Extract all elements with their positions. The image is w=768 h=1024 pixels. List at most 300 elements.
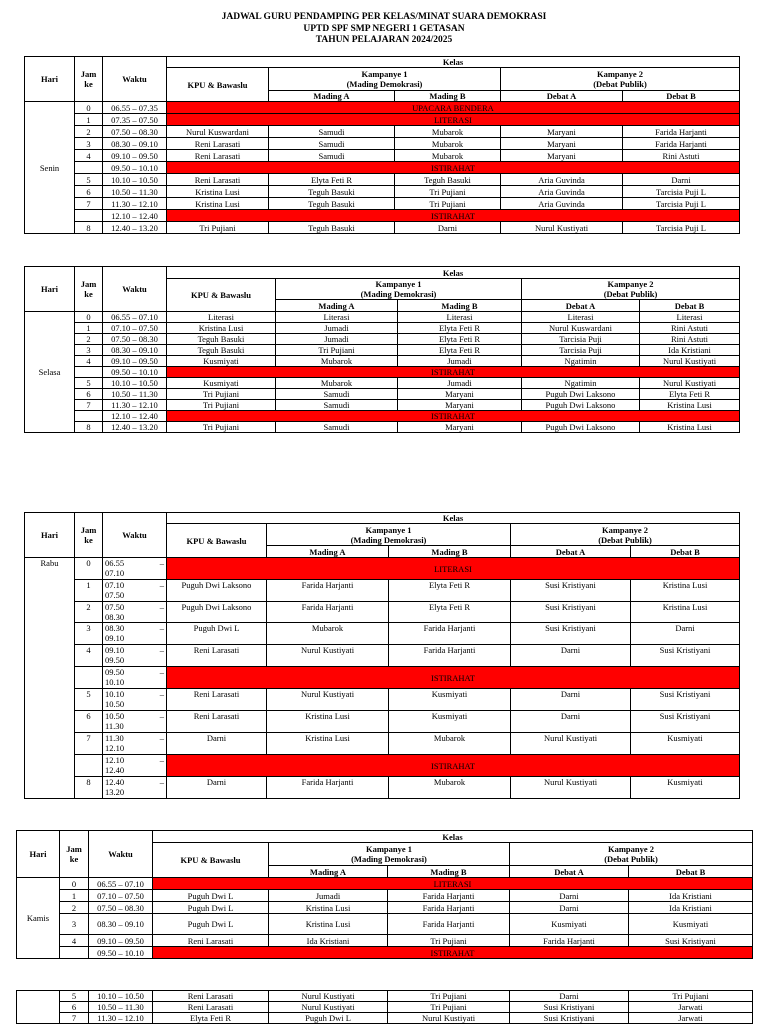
mading-a-cell: Nurul Kustiyati — [269, 991, 388, 1002]
jam-cell: 3 — [60, 914, 89, 935]
mading-a-cell: Elyta Feti R — [269, 174, 395, 186]
kpu-cell: Tri Pujiani — [167, 389, 276, 400]
debat-a-cell: Puguh Dwi Laksono — [522, 400, 640, 411]
mading-b-cell: Elyta Feti R — [389, 602, 511, 623]
kpu-cell: Puguh Dwi Laksono — [167, 580, 267, 602]
waktu-cell — [103, 667, 167, 689]
kampanye1-subtitle: (Mading Demokrasi) — [351, 854, 427, 864]
banner-cell: ISTIRAHAT — [153, 947, 753, 959]
jam-cell: 1 — [75, 580, 103, 602]
mading-b-cell: Elyta Feti R — [398, 323, 522, 334]
banner-cell: LITERASI — [153, 878, 753, 890]
kpu-cell: Puguh Dwi L — [167, 623, 267, 645]
kpu-cell: Reni Larasati — [153, 1002, 269, 1013]
schedule-row — [25, 323, 740, 334]
schedule-row — [17, 890, 753, 902]
jam-cell: 0 — [75, 312, 103, 323]
debat-b-cell: Darni — [631, 623, 740, 645]
debat-b-cell: Jarwati — [629, 1002, 753, 1013]
kpu-cell: Reni Larasati — [167, 645, 267, 667]
jam-cell: 7 — [75, 733, 103, 755]
waktu-start: 09.10 — [105, 645, 125, 655]
mading-a-cell: Teguh Basuki — [269, 186, 395, 198]
waktu-start: 06.55 — [105, 558, 125, 568]
kpu-bawaslu-header: KPU & Bawaslu — [167, 68, 269, 102]
debat-b-cell: Kusmiyati — [629, 914, 753, 935]
jam-cell: 1 — [75, 114, 103, 126]
schedule-row — [25, 222, 740, 234]
mading-a-header: Mading A — [269, 91, 395, 102]
waktu-cell: 09.50 – 10.10 — [89, 947, 153, 959]
banner-cell: ISTIRAHAT — [167, 755, 740, 777]
kpu-cell: Reni Larasati — [167, 689, 267, 711]
jam-cell: 8 — [75, 422, 103, 433]
debat-a-cell: Darni — [511, 689, 631, 711]
banner-cell: ISTIRAHAT — [167, 367, 740, 378]
schedule-table-selasa — [24, 266, 740, 433]
mading-a-cell: Farida Harjanti — [267, 580, 389, 602]
waktu-start-line — [105, 711, 164, 721]
jam-header: Jam ke — [75, 267, 103, 312]
kampanye1-title: Kampanye 1 — [375, 279, 422, 289]
kampanye2-subtitle: (Debat Publik) — [593, 79, 647, 89]
debat-a-cell: Susi Kristiyani — [510, 1002, 629, 1013]
waktu-start-line — [105, 733, 164, 743]
banner-cell: UPACARA BENDERA — [167, 102, 740, 114]
jam-cell: 4 — [75, 150, 103, 162]
mading-a-cell: Nurul Kustiyati — [267, 645, 389, 667]
debat-a-cell: Puguh Dwi Laksono — [522, 422, 640, 433]
mading-a-cell: Mubarok — [276, 356, 398, 367]
debat-b-cell: Kristina Lusi — [631, 602, 740, 623]
debat-b-cell: Elyta Feti R — [640, 389, 740, 400]
hari-header: Hari — [25, 267, 75, 312]
schedule-row — [25, 198, 740, 210]
kampanye2-header — [511, 524, 740, 546]
waktu-cell: 09.10 – 09.50 — [89, 935, 153, 947]
debat-b-cell: Tri Pujiani — [629, 991, 753, 1002]
waktu-end: 08.30 — [105, 612, 125, 622]
waktu-end: 07.10 — [105, 568, 125, 578]
waktu-start-line — [105, 623, 164, 633]
kampanye2-title: Kampanye 2 — [607, 279, 654, 289]
banner-cell: ISTIRAHAT — [167, 210, 740, 222]
day-name — [17, 991, 60, 1024]
debat-a-header: Debat A — [522, 300, 640, 312]
debat-b-cell: Jarwati — [629, 1013, 753, 1024]
mading-a-cell: Nurul Kustiyati — [267, 689, 389, 711]
mading-a-cell: Literasi — [276, 312, 398, 323]
debat-a-cell: Ngatimin — [522, 356, 640, 367]
schedule-row — [25, 345, 740, 356]
debat-b-cell: Susi Kristiyani — [631, 689, 740, 711]
schedule-row — [25, 138, 740, 150]
title-line-3: TAHUN PELAJARAN 2024/2025 — [315, 35, 453, 45]
schedule-row — [25, 645, 740, 667]
waktu-end: 10.50 — [105, 699, 125, 709]
jam-cell: 2 — [75, 126, 103, 138]
jam-header: Jam ke — [60, 831, 89, 878]
debat-a-cell: Nurul Kustiyati — [501, 222, 623, 234]
debat-a-cell: Susi Kristiyani — [511, 602, 631, 623]
mading-b-cell: Tri Pujiani — [395, 198, 501, 210]
mading-b-cell: Tri Pujiani — [388, 1002, 510, 1013]
debat-b-cell: Susi Kristiyani — [629, 935, 753, 947]
debat-a-cell: Tarcisia Puji — [522, 345, 640, 356]
debat-b-cell: Susi Kristiyani — [631, 645, 740, 667]
waktu-cell: 07.10 – 07.50 — [89, 890, 153, 902]
waktu-dash: – — [159, 755, 164, 765]
jam-cell: 3 — [75, 345, 103, 356]
waktu-cell: 06.55 – 07.10 — [89, 878, 153, 890]
schedule-row — [25, 733, 740, 755]
waktu-cell: 08.30 – 09.10 — [89, 914, 153, 935]
jam-cell: 5 — [75, 378, 103, 389]
schedule-row — [17, 1002, 753, 1013]
title-line-1: JADWAL GURU PENDAMPING PER KELAS/MINAT SUARA DEMOKRASI — [221, 12, 547, 22]
mading-b-header: Mading B — [389, 546, 511, 558]
jam-cell: 6 — [75, 711, 103, 733]
waktu-cell: 12.10 – 12.40 — [103, 210, 167, 222]
mading-b-cell: Teguh Basuki — [395, 174, 501, 186]
mading-a-cell: Farida Harjanti — [267, 602, 389, 623]
day-name: Rabu — [25, 558, 75, 799]
kampanye1-header — [269, 68, 501, 91]
kpu-cell: Puguh Dwi L — [153, 890, 269, 902]
schedule-row — [17, 914, 753, 935]
mading-b-cell: Kusmiyati — [389, 689, 511, 711]
waktu-cell: 09.10 – 09.50 — [103, 150, 167, 162]
kampanye2-header — [510, 843, 753, 866]
waktu-end: 12.10 — [105, 743, 125, 753]
mading-b-cell: Elyta Feti R — [398, 334, 522, 345]
kpu-cell: Kusmiyati — [167, 356, 276, 367]
kpu-cell: Reni Larasati — [167, 150, 269, 162]
jam-cell: 8 — [75, 222, 103, 234]
kampanye2-title: Kampanye 2 — [596, 69, 644, 79]
waktu-start: 07.10 — [105, 580, 125, 590]
debat-b-cell: Kristina Lusi — [640, 400, 740, 411]
debat-a-cell: Aria Guvinda — [501, 198, 623, 210]
kelas-header: Kelas — [167, 513, 740, 524]
mading-a-cell: Samudi — [269, 150, 395, 162]
hari-header: Hari — [25, 57, 75, 102]
kpu-cell: Darni — [167, 733, 267, 755]
debat-a-cell: Susi Kristiyani — [511, 623, 631, 645]
debat-b-cell: Ida Kristiani — [629, 890, 753, 902]
waktu-end: 12.40 — [105, 765, 125, 775]
jam-header: Jam ke — [75, 513, 103, 558]
mading-b-cell: Mubarok — [395, 138, 501, 150]
waktu-end: 10.10 — [105, 677, 125, 687]
kpu-bawaslu-header: KPU & Bawaslu — [167, 279, 276, 312]
mading-a-cell: Mubarok — [276, 378, 398, 389]
kpu-cell: Tri Pujiani — [167, 422, 276, 433]
debat-a-header: Debat A — [511, 546, 631, 558]
waktu-start-line — [105, 689, 164, 699]
debat-b-cell: Tarcisia Puji L — [623, 186, 740, 198]
waktu-start: 08.30 — [105, 623, 125, 633]
mading-b-cell: Farida Harjanti — [388, 914, 510, 935]
waktu-start-line — [105, 777, 164, 787]
mading-a-cell: Mubarok — [267, 623, 389, 645]
mading-a-cell: Jumadi — [276, 323, 398, 334]
schedule-table-kamis — [16, 830, 753, 959]
waktu-start-line — [105, 580, 164, 590]
mading-b-cell: Jumadi — [398, 378, 522, 389]
mading-b-cell: Mubarok — [389, 733, 511, 755]
kampanye1-header — [269, 843, 510, 866]
kelas-header: Kelas — [167, 57, 740, 68]
waktu-dash: – — [159, 602, 164, 612]
mading-b-cell: Farida Harjanti — [389, 623, 511, 645]
jam-header: Jam ke — [75, 57, 103, 102]
waktu-cell: 11.30 – 12.10 — [103, 198, 167, 210]
waktu-header: Waktu — [103, 513, 167, 558]
waktu-cell: 07.35 – 07.50 — [103, 114, 167, 126]
jam-cell: 0 — [75, 558, 103, 580]
waktu-cell: 08.30 – 09.10 — [103, 345, 167, 356]
schedule-table-senin — [24, 56, 740, 234]
debat-a-cell: Nurul Kuswardani — [522, 323, 640, 334]
jam-cell: 8 — [75, 777, 103, 799]
schedule-row — [25, 689, 740, 711]
kpu-bawaslu-header: KPU & Bawaslu — [167, 524, 267, 558]
debat-b-cell: Nurul Kustiyati — [640, 356, 740, 367]
kampanye2-subtitle: (Debat Publik) — [598, 534, 652, 545]
kpu-cell: Elyta Feti R — [153, 1013, 269, 1024]
schedule-row — [17, 902, 753, 914]
kampanye2-header — [501, 68, 740, 91]
schedule-row — [25, 150, 740, 162]
mading-b-cell: Literasi — [398, 312, 522, 323]
debat-b-cell: Ida Kristiani — [640, 345, 740, 356]
kampanye2-title: Kampanye 2 — [601, 524, 649, 535]
document-title — [0, 12, 768, 47]
mading-b-cell: Tri Pujiani — [395, 186, 501, 198]
waktu-start: 09.50 — [105, 667, 125, 677]
kpu-cell: Nurul Kuswardani — [167, 126, 269, 138]
schedule-row — [17, 935, 753, 947]
waktu-dash: – — [159, 580, 164, 590]
jam-cell: 6 — [75, 389, 103, 400]
waktu-cell: 06.55 – 07.10 — [103, 312, 167, 323]
jam-cell: 4 — [75, 645, 103, 667]
debat-a-cell: Puguh Dwi Laksono — [522, 389, 640, 400]
jam-cell: 6 — [75, 186, 103, 198]
schedule-row — [25, 389, 740, 400]
schedule-row — [25, 755, 740, 777]
debat-b-cell: Tarcisia Puji L — [623, 222, 740, 234]
jam-cell: 3 — [75, 623, 103, 645]
waktu-cell — [103, 623, 167, 645]
schedule-row — [25, 312, 740, 323]
kpu-cell: Reni Larasati — [153, 991, 269, 1002]
mading-a-header: Mading A — [276, 300, 398, 312]
kampanye1-title: Kampanye 1 — [361, 69, 408, 79]
waktu-start: 10.10 — [105, 689, 125, 699]
jam-cell: 1 — [75, 323, 103, 334]
mading-b-cell: Darni — [395, 222, 501, 234]
waktu-cell: 09.10 – 09.50 — [103, 356, 167, 367]
waktu-cell — [103, 580, 167, 602]
kpu-cell: Reni Larasati — [153, 935, 269, 947]
jam-cell: 7 — [75, 198, 103, 210]
mading-b-cell: Maryani — [398, 389, 522, 400]
mading-b-cell: Elyta Feti R — [398, 345, 522, 356]
kampanye1-subtitle: (Mading Demokrasi) — [350, 534, 427, 545]
kpu-cell: Puguh Dwi L — [153, 914, 269, 935]
jam-cell: 3 — [75, 138, 103, 150]
debat-a-cell: Nurul Kustiyati — [511, 733, 631, 755]
mading-a-cell: Kristina Lusi — [267, 711, 389, 733]
schedule-row — [25, 623, 740, 645]
debat-a-cell: Nurul Kustiyati — [511, 777, 631, 799]
waktu-end: 07.50 — [105, 590, 125, 600]
mading-b-header: Mading B — [398, 300, 522, 312]
jam-cell: 4 — [75, 356, 103, 367]
day-name: Kamis — [17, 878, 60, 959]
debat-b-cell: Literasi — [640, 312, 740, 323]
waktu-cell: 11.30 – 12.10 — [103, 400, 167, 411]
debat-a-cell: Maryani — [501, 138, 623, 150]
kpu-cell: Teguh Basuki — [167, 334, 276, 345]
waktu-start: 10.50 — [105, 711, 125, 721]
jam-cell: 5 — [60, 991, 89, 1002]
jam-cell: 2 — [75, 602, 103, 623]
debat-a-cell: Maryani — [501, 150, 623, 162]
kpu-cell: Reni Larasati — [167, 711, 267, 733]
kpu-cell: Puguh Dwi L — [153, 902, 269, 914]
kampanye2-subtitle: (Debat Publik) — [603, 289, 658, 299]
debat-a-cell: Farida Harjanti — [510, 935, 629, 947]
mading-b-cell: Mubarok — [389, 777, 511, 799]
kampanye1-subtitle: (Mading Demokrasi) — [360, 289, 437, 299]
jam-cell — [75, 367, 103, 378]
header-row — [25, 57, 740, 68]
banner-cell: ISTIRAHAT — [167, 667, 740, 689]
mading-b-cell: Kusmiyati — [389, 711, 511, 733]
waktu-cell: 10.10 – 10.50 — [103, 378, 167, 389]
debat-a-cell: Darni — [511, 711, 631, 733]
waktu-cell: 10.10 – 10.50 — [103, 174, 167, 186]
waktu-dash: – — [159, 711, 164, 721]
mading-b-cell: Farida Harjanti — [388, 902, 510, 914]
schedule-row — [25, 400, 740, 411]
waktu-cell: 08.30 – 09.10 — [103, 138, 167, 150]
waktu-dash: – — [159, 645, 164, 655]
mading-b-cell: Nurul Kustiyati — [388, 1013, 510, 1024]
mading-a-header: Mading A — [267, 546, 389, 558]
schedule-row — [25, 602, 740, 623]
mading-a-cell: Teguh Basuki — [269, 198, 395, 210]
kampanye2-subtitle: (Debat Publik) — [604, 854, 658, 864]
debat-a-cell: Darni — [511, 645, 631, 667]
mading-b-cell: Jumadi — [398, 356, 522, 367]
schedule-row — [25, 777, 740, 799]
header-row — [17, 831, 753, 843]
debat-b-cell: Rini Astuti — [640, 323, 740, 334]
jam-cell: 5 — [75, 174, 103, 186]
jam-cell: 0 — [60, 878, 89, 890]
waktu-cell: 07.50 – 08.30 — [103, 334, 167, 345]
waktu-end: 09.50 — [105, 655, 125, 665]
waktu-start-line — [105, 602, 164, 612]
kpu-bawaslu-header: KPU & Bawaslu — [153, 843, 269, 878]
mading-a-cell: Ida Kristiani — [269, 935, 388, 947]
jam-cell — [75, 411, 103, 422]
waktu-dash: – — [159, 623, 164, 633]
debat-a-cell: Tarcisia Puji — [522, 334, 640, 345]
waktu-cell: 07.50 – 08.30 — [89, 902, 153, 914]
kampanye1-title: Kampanye 1 — [365, 844, 413, 854]
kpu-cell: Teguh Basuki — [167, 345, 276, 356]
debat-b-cell: Kristina Lusi — [640, 422, 740, 433]
waktu-cell: 10.50 – 11.30 — [89, 1002, 153, 1013]
waktu-dash: – — [159, 733, 164, 743]
waktu-end: 13.20 — [105, 787, 125, 797]
waktu-dash: – — [159, 777, 164, 787]
waktu-cell: 09.50 – 10.10 — [103, 162, 167, 174]
waktu-dash: – — [159, 667, 164, 677]
waktu-header: Waktu — [103, 57, 167, 102]
debat-a-cell: Darni — [510, 890, 629, 902]
debat-b-cell: Kusmiyati — [631, 733, 740, 755]
kpu-cell: Darni — [167, 777, 267, 799]
debat-b-cell: Susi Kristiyani — [631, 711, 740, 733]
schedule-row — [25, 367, 740, 378]
kpu-cell: Literasi — [167, 312, 276, 323]
waktu-cell: 12.40 – 13.20 — [103, 222, 167, 234]
jam-cell: 7 — [75, 400, 103, 411]
mading-a-cell: Tri Pujiani — [276, 345, 398, 356]
debat-b-cell: Kristina Lusi — [631, 580, 740, 602]
debat-a-cell: Darni — [510, 991, 629, 1002]
waktu-end: 11.30 — [105, 721, 124, 731]
debat-b-cell: Nurul Kustiyati — [640, 378, 740, 389]
mading-a-cell: Samudi — [276, 400, 398, 411]
mading-b-cell: Elyta Feti R — [389, 580, 511, 602]
waktu-cell — [103, 558, 167, 580]
waktu-start-line — [105, 645, 164, 655]
kpu-cell: Tri Pujiani — [167, 400, 276, 411]
waktu-cell — [103, 645, 167, 667]
waktu-cell: 12.10 – 12.40 — [103, 411, 167, 422]
kampanye1-title: Kampanye 1 — [365, 524, 412, 535]
debat-a-cell: Aria Guvinda — [501, 186, 623, 198]
mading-b-header: Mading B — [388, 866, 510, 878]
waktu-start-line — [105, 755, 164, 765]
waktu-start: 11.30 — [105, 733, 124, 743]
debat-b-cell: Kusmiyati — [631, 777, 740, 799]
debat-b-cell: Ida Kristiani — [629, 902, 753, 914]
waktu-start-line — [105, 558, 164, 568]
mading-a-cell: Kristina Lusi — [269, 914, 388, 935]
waktu-start: 07.50 — [105, 602, 125, 612]
debat-a-header: Debat A — [501, 91, 623, 102]
debat-a-cell: Aria Guvinda — [501, 174, 623, 186]
waktu-cell — [103, 602, 167, 623]
jam-cell: 2 — [75, 334, 103, 345]
title-line-2: UPTD SPF SMP NEGERI 1 GETASAN — [303, 23, 465, 34]
mading-b-cell: Mubarok — [395, 150, 501, 162]
jam-cell: 0 — [75, 102, 103, 114]
debat-b-cell: Farida Harjanti — [623, 138, 740, 150]
jam-cell: 7 — [60, 1013, 89, 1024]
waktu-cell — [103, 711, 167, 733]
mading-a-cell: Samudi — [269, 138, 395, 150]
hari-header: Hari — [25, 513, 75, 558]
